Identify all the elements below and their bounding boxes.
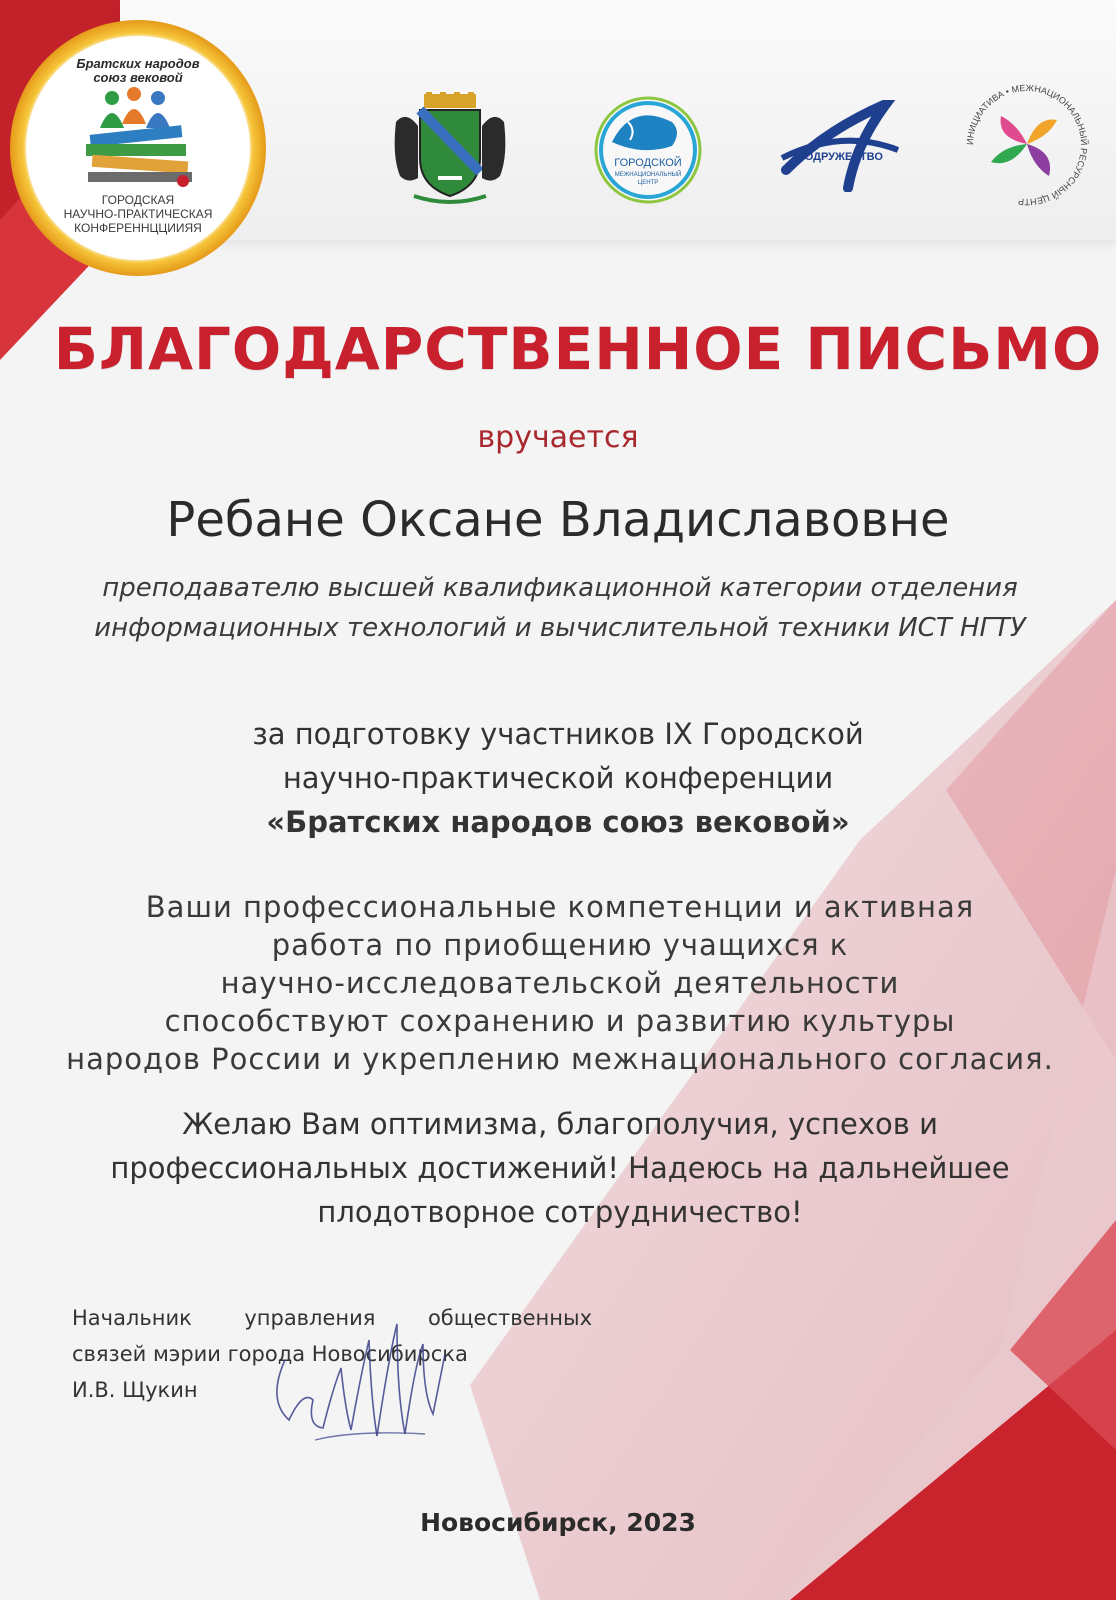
certificate-subtitle: вручается — [477, 420, 639, 455]
conference-logo — [8, 18, 268, 280]
wishes-paragraph — [60, 1102, 1060, 1234]
body-line-1: Ваши профессиональные компетенции и активная — [145, 890, 975, 924]
signer-title-word-3: общественных — [427, 1306, 592, 1330]
city-center-line1: ГОРОДСКОЙ — [614, 157, 682, 169]
body-paragraph — [30, 888, 1090, 1078]
position-line-2: информационных технологий и вычислительной техники ИСТ НГТУ — [94, 613, 1026, 643]
place-and-date: Новосибирск, 2023 — [420, 1508, 696, 1537]
handwritten-signature — [255, 1290, 455, 1460]
conference-logo-bottom-2: НАУЧНО-ПРАКТИЧЕСКАЯ — [63, 207, 213, 221]
recipient-name: Ребане Оксане Владиславовне — [166, 492, 950, 548]
conference-name: «Братских народов союз вековой» — [266, 805, 850, 839]
body-line-4: способствуют сохранению и развитию культуры — [164, 1004, 956, 1038]
conference-logo-top-1: Братских народов — [76, 56, 200, 71]
body-line-3: научно-исследовательской деятельности — [220, 966, 900, 1000]
certificate-title: БЛАГОДАРСТВЕННОЕ ПИСЬМО — [53, 315, 1103, 383]
novosibirsk-coat-of-arms-icon — [390, 92, 510, 208]
signer-name: И.В. Щукин — [72, 1378, 198, 1402]
conference-logo-bottom-1: ГОРОДСКАЯ — [101, 193, 175, 207]
wish-line-2: профессиональных достижений! Надеюсь на дальнейшее — [110, 1151, 1010, 1185]
reason-line-2: научно-практической конференции — [282, 761, 834, 795]
initiative-logo — [962, 80, 1092, 210]
sodruzhestvo-logo — [776, 100, 902, 192]
conference-logo-bottom-3: КОНФЕРЕННЦЦИИЯЯ — [74, 221, 202, 235]
recipient-position — [40, 568, 1080, 648]
city-center-logo — [592, 92, 704, 208]
conference-logo-top-2: союз вековой — [93, 70, 183, 85]
signer-title-word-1: Начальник — [72, 1306, 192, 1330]
signer-title-word-2: управления — [244, 1306, 376, 1330]
city-center-line2: МЕЖНАЦИОНАЛЬНЫЙ — [614, 172, 682, 178]
body-line-2: работа по приобщению учащихся к — [271, 928, 849, 962]
reason-line-1: за подготовку участников IX Городской — [252, 717, 864, 751]
city-center-line3: ЦЕНТР — [637, 180, 659, 186]
initiative-ring-text: ИНИЦИАТИВА • МЕЖНАЦИОНАЛЬНЫЙ РЕСУРСНЫЙ ЦЕНТР — [964, 82, 1090, 208]
body-line-5: народов России и укреплению межнационального согласия. — [66, 1042, 1054, 1076]
sodruzhestvo-label: СОДРУЖЕСТВО — [797, 151, 883, 163]
position-line-1: преподавателю высшей квалификационной категории отделения — [102, 573, 1018, 603]
award-reason — [0, 712, 1116, 844]
wish-line-3: плодотворное сотрудничество! — [317, 1195, 803, 1229]
signer-title-line-2: связей мэрии города Новосибирска — [72, 1342, 468, 1366]
wish-line-1: Желаю Вам оптимизма, благополучия, успехов и — [182, 1107, 938, 1141]
